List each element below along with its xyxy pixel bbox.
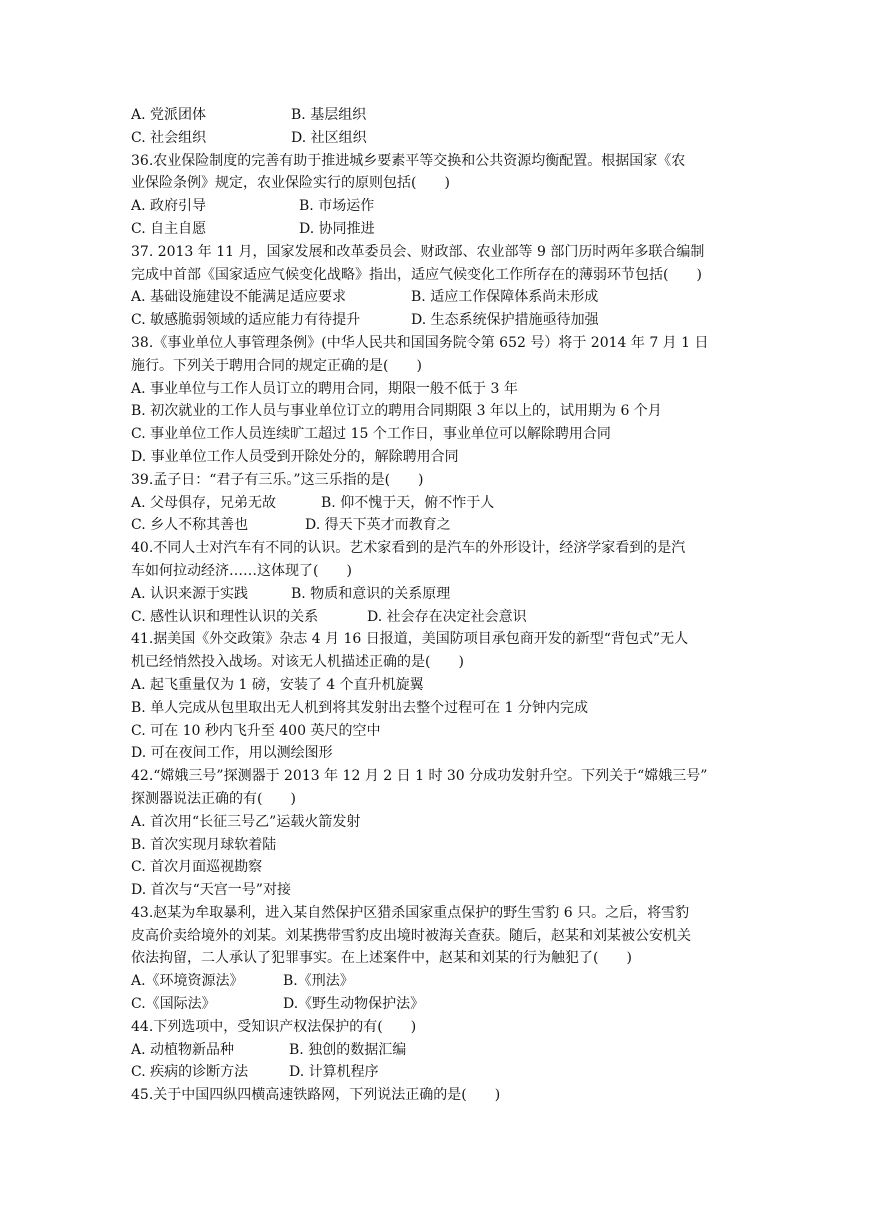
option: D. 得天下英才而教育之 — [305, 517, 451, 534]
option: C. 疾病的诊断方法 — [131, 1064, 249, 1081]
option: B. 基层组织 — [291, 107, 367, 123]
option: A. 父母俱存，兄弟无故 — [131, 494, 277, 511]
question-text: 依法拘留，二人承认了犯罪事实。在上述案件中，赵某和刘某的行为触犯了( ) — [131, 950, 632, 967]
option-row — [131, 970, 741, 993]
option: C. 可在 10 秒内飞升至 400 英尺的空中 — [131, 722, 381, 739]
question-text: 施行。下列关于聘用合同的规定正确的是( ) — [131, 357, 422, 374]
option: D. 可在夜间工作，用以测绘图形 — [131, 745, 333, 762]
option: B. 仰不愧于天，俯不怍于人 — [321, 494, 495, 511]
option: A.《环境资源法》 — [131, 973, 244, 990]
question-text: 45.关于中国四纵四横高速铁路网，下列说法正确的是( ) — [131, 1087, 501, 1104]
option: A. 基础设施建设不能满足适应要求 — [131, 289, 347, 306]
option-row — [131, 606, 741, 629]
option-row — [131, 104, 741, 127]
option: D. 协同推进 — [299, 220, 375, 237]
option-row — [131, 309, 741, 332]
question-text: 完成中首部《国家适应气候变化战略》指出，适应气候变化工作所存在的薄弱环节包括( ) — [131, 266, 702, 283]
question-text: 车如何拉动经济……这体现了( ) — [131, 562, 352, 579]
option: D.《野生动物保护法》 — [283, 996, 425, 1013]
option: C. 首次月面巡视勘察 — [131, 859, 263, 876]
option: C. 自主自愿 — [131, 220, 207, 237]
option-row — [131, 583, 741, 606]
option-row — [131, 286, 741, 309]
option: D. 计算机程序 — [289, 1064, 379, 1081]
option: B. 适应工作保障体系尚未形成 — [411, 289, 599, 306]
question-text: 41.据美国《外交政策》杂志 4 月 16 日报道，美国防项目承包商开发的新型“背包式”无人 — [131, 631, 689, 648]
option: D. 社区组织 — [291, 129, 367, 146]
option: D. 首次与“天宫一号”对接 — [131, 882, 291, 899]
option: C. 感性认识和理性认识的关系 — [131, 608, 319, 625]
question-text: 业保险条例》规定，农业保险实行的原则包括( ) — [131, 175, 450, 192]
option: B. 物质和意识的关系原理 — [291, 585, 451, 602]
option: C. 敏感脆弱领域的适应能力有待提升 — [131, 312, 361, 329]
question-text: 39.孟子日：“君子有三乐。”这三乐指的是( ) — [131, 471, 424, 488]
question-text: 38.《事业单位人事管理条例》(中华人民共和国国务院令第 652 号）将于 2014 年 7 月 1 日 — [131, 334, 709, 351]
option: C.《国际法》 — [131, 996, 216, 1013]
option: B. 市场运作 — [299, 198, 375, 215]
question-text: 40.不同人士对汽车有不同的认识。艺术家看到的是汽车的外形设计，经济学家看到的是汽 — [131, 540, 686, 557]
option: C. 社会组织 — [131, 129, 207, 146]
question-text: 机已经悄然投入战场。对该无人机描述正确的是( ) — [131, 654, 464, 671]
option: D. 生态系统保护措施亟待加强 — [411, 312, 599, 329]
option: B.《刑法》 — [283, 973, 354, 990]
option: A. 动植物新品种 — [131, 1041, 235, 1058]
option-row — [131, 514, 741, 537]
question-text: 44.下列选项中，受知识产权法保护的有( ) — [131, 1018, 417, 1035]
option: A. 认识来源于实践 — [131, 585, 249, 602]
question-text: 42.“嫦娥三号”探测器于 2013 年 12 月 2 日 1 时 30 分成功发射升空。下列关于“嫦娥三号” — [131, 768, 708, 785]
option: B. 初次就业的工作人员与事业单位订立的聘用合同期限 3 年以上的，试用期为 6 个月 — [131, 403, 662, 420]
option: D. 事业单位工作人员受到开除处分的，解除聘用合同 — [131, 448, 459, 465]
option: D. 社会存在决定社会意识 — [367, 608, 527, 625]
option: C. 事业单位工作人员连续旷工超过 15 个工作日，事业单位可以解除聘用合同 — [131, 426, 611, 443]
question-text: 36.农业保险制度的完善有助于推进城乡要素平等交换和公共资源均衡配置。根据国家《农 — [131, 152, 686, 169]
option: A. 起飞重量仅为 1 磅，安装了 4 个直升机旋翼 — [131, 676, 424, 693]
option: A. 党派团体 — [131, 107, 207, 123]
option-row — [131, 993, 741, 1016]
option-row — [131, 218, 741, 241]
option-row — [131, 195, 741, 218]
option: A. 首次用“长征三号乙”运载火箭发射 — [131, 813, 361, 830]
option: C. 乡人不称其善也 — [131, 517, 249, 534]
option-row — [131, 127, 741, 150]
option: B. 首次实现月球软着陆 — [131, 836, 277, 853]
option: B. 独创的数据汇编 — [289, 1041, 407, 1058]
option-row — [131, 492, 741, 515]
question-list — [131, 104, 741, 1107]
option: A. 事业单位与工作人员订立的聘用合同，期限一般不低于 3 年 — [131, 380, 518, 397]
question-text: 皮高价卖给境外的刘某。刘某携带雪豹皮出境时被海关查获。随后，赵某和刘某被公安机关 — [131, 927, 691, 944]
option: B. 单人完成从包里取出无人机到将其发射出去整个过程可在 1 分钟内完成 — [131, 699, 588, 716]
question-text: 37. 2013 年 11 月，国家发展和改革委员会、财政部、农业部等 9 部门历时两年多联合编制 — [131, 243, 705, 260]
question-text: 43.赵某为牟取暴利，进入某自然保护区猎杀国家重点保护的野生雪豹 6 只。之后，将雪豹 — [131, 904, 690, 921]
question-text: 探测器说法正确的有( ) — [131, 790, 296, 807]
option-row — [131, 1061, 741, 1084]
option-row — [131, 1039, 741, 1062]
option: A. 政府引导 — [131, 198, 207, 215]
